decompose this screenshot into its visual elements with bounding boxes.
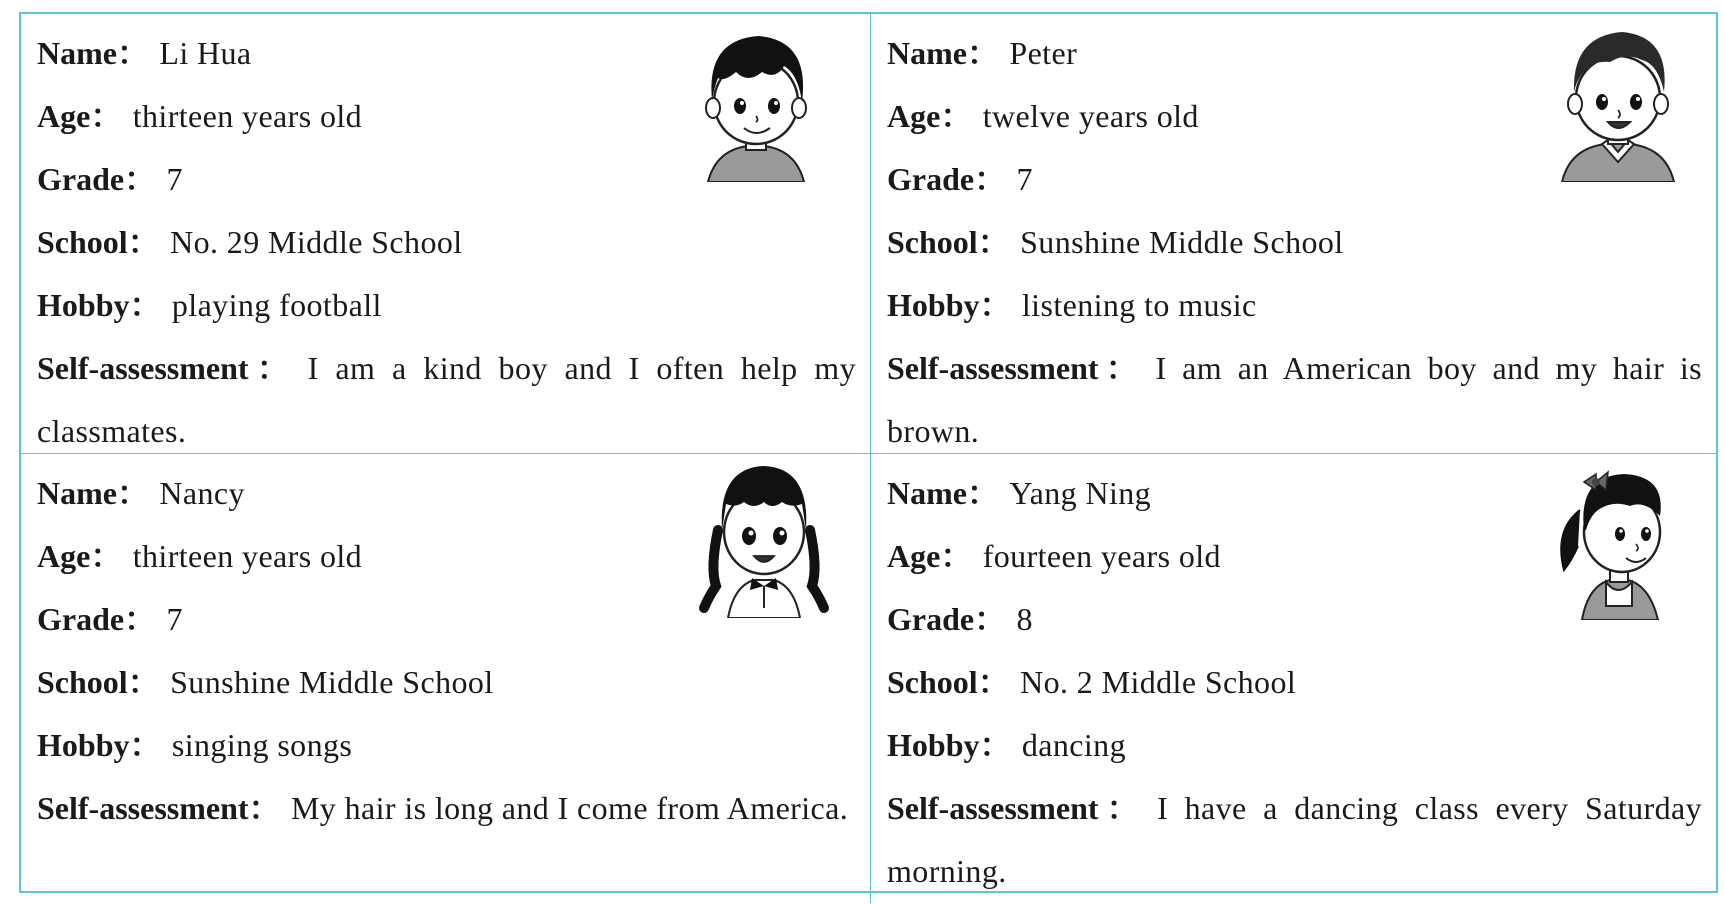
grade-value: 7: [166, 161, 183, 197]
assessment-row: [887, 337, 1702, 463]
colon: ：: [1098, 790, 1148, 826]
colon: ：: [966, 35, 1000, 71]
school-row: [887, 211, 1702, 274]
age-label: Age: [887, 538, 941, 574]
school-row: [37, 651, 856, 714]
colon: ：: [127, 224, 161, 260]
school-label: School: [887, 224, 978, 260]
grade-label: Grade: [37, 601, 125, 637]
colon: ：: [974, 161, 1007, 197]
school-value: No. 29 Middle School: [170, 224, 463, 260]
grade-label: Grade: [887, 601, 975, 637]
profile-card-li-hua: [21, 14, 871, 454]
assessment-row: [887, 777, 1702, 903]
age-value: thirteen years old: [132, 98, 363, 134]
profile-card-nancy: [21, 454, 871, 903]
grade-label: Grade: [37, 161, 125, 197]
colon: ：: [116, 475, 150, 511]
school-label: School: [887, 664, 978, 700]
assessment-row: [37, 337, 856, 463]
assessment-label: Self-assessment: [887, 350, 1099, 386]
hobby-row: [887, 714, 1702, 777]
colon: ：: [940, 98, 973, 134]
girl-braids-portrait-icon: [694, 458, 834, 618]
name-value: Peter: [1009, 35, 1078, 71]
colon: ：: [974, 601, 1007, 637]
colon: ：: [979, 287, 1012, 323]
name-label: Name: [37, 475, 117, 511]
assessment-value: I have a dancing class every Saturday morning.: [887, 790, 1702, 889]
school-value: No. 2 Middle School: [1020, 664, 1297, 700]
name-value: Yang Ning: [1009, 475, 1152, 511]
name-value: Nancy: [159, 475, 245, 511]
colon: ：: [248, 350, 298, 386]
colon: ：: [129, 727, 162, 763]
name-value: Li Hua: [159, 35, 252, 71]
age-label: Age: [37, 538, 91, 574]
colon: ：: [966, 475, 1000, 511]
school-row: [37, 211, 856, 274]
assessment-value: I am a kind boy and I often help my classmates.: [37, 350, 856, 449]
school-label: School: [37, 224, 128, 260]
grade-value: 8: [1016, 601, 1033, 637]
school-row: [887, 651, 1702, 714]
assessment-row: [37, 777, 856, 840]
age-value: thirteen years old: [132, 538, 363, 574]
colon: ：: [124, 161, 157, 197]
age-value: fourteen years old: [982, 538, 1221, 574]
hobby-row: [887, 274, 1702, 337]
grade-value: 7: [166, 601, 183, 637]
hobby-label: Hobby: [887, 727, 980, 763]
boy-collar-portrait-icon: [1548, 22, 1688, 182]
assessment-label: Self-assessment: [37, 350, 249, 386]
colon: ：: [90, 538, 123, 574]
hobby-label: Hobby: [37, 287, 130, 323]
colon: ：: [129, 287, 162, 323]
age-label: Age: [37, 98, 91, 134]
hobby-label: Hobby: [887, 287, 980, 323]
profile-card-yang-ning: [871, 454, 1716, 903]
hobby-value: playing football: [171, 287, 382, 323]
assessment-value: My hair is long and I come from America.: [290, 790, 849, 826]
age-value: twelve years old: [982, 98, 1199, 134]
name-label: Name: [887, 35, 967, 71]
assessment-label: Self-assessment: [37, 790, 249, 826]
colon: ：: [977, 664, 1011, 700]
colon: ：: [116, 35, 150, 71]
colon: ：: [90, 98, 123, 134]
hobby-value: singing songs: [171, 727, 353, 763]
name-label: Name: [887, 475, 967, 511]
colon: ：: [977, 224, 1011, 260]
hobby-row: [37, 274, 856, 337]
colon: ：: [127, 664, 161, 700]
school-value: Sunshine Middle School: [1020, 224, 1344, 260]
age-label: Age: [887, 98, 941, 134]
hobby-value: dancing: [1021, 727, 1126, 763]
name-label: Name: [37, 35, 117, 71]
colon: ：: [248, 790, 281, 826]
school-value: Sunshine Middle School: [170, 664, 494, 700]
colon: ：: [979, 727, 1012, 763]
assessment-label: Self-assessment: [887, 790, 1099, 826]
profile-cards-grid: [19, 12, 1718, 893]
grade-label: Grade: [887, 161, 975, 197]
boy-portrait-icon: [686, 22, 826, 182]
profile-card-peter: [871, 14, 1716, 454]
hobby-label: Hobby: [37, 727, 130, 763]
colon: ：: [940, 538, 973, 574]
grade-value: 7: [1016, 161, 1033, 197]
school-label: School: [37, 664, 128, 700]
hobby-value: listening to music: [1021, 287, 1257, 323]
colon: ：: [124, 601, 157, 637]
hobby-row: [37, 714, 856, 777]
girl-ponytail-portrait-icon: [1548, 460, 1688, 620]
colon: ：: [1098, 350, 1146, 386]
assessment-value: I am an American boy and my hair is brown.: [887, 350, 1703, 449]
